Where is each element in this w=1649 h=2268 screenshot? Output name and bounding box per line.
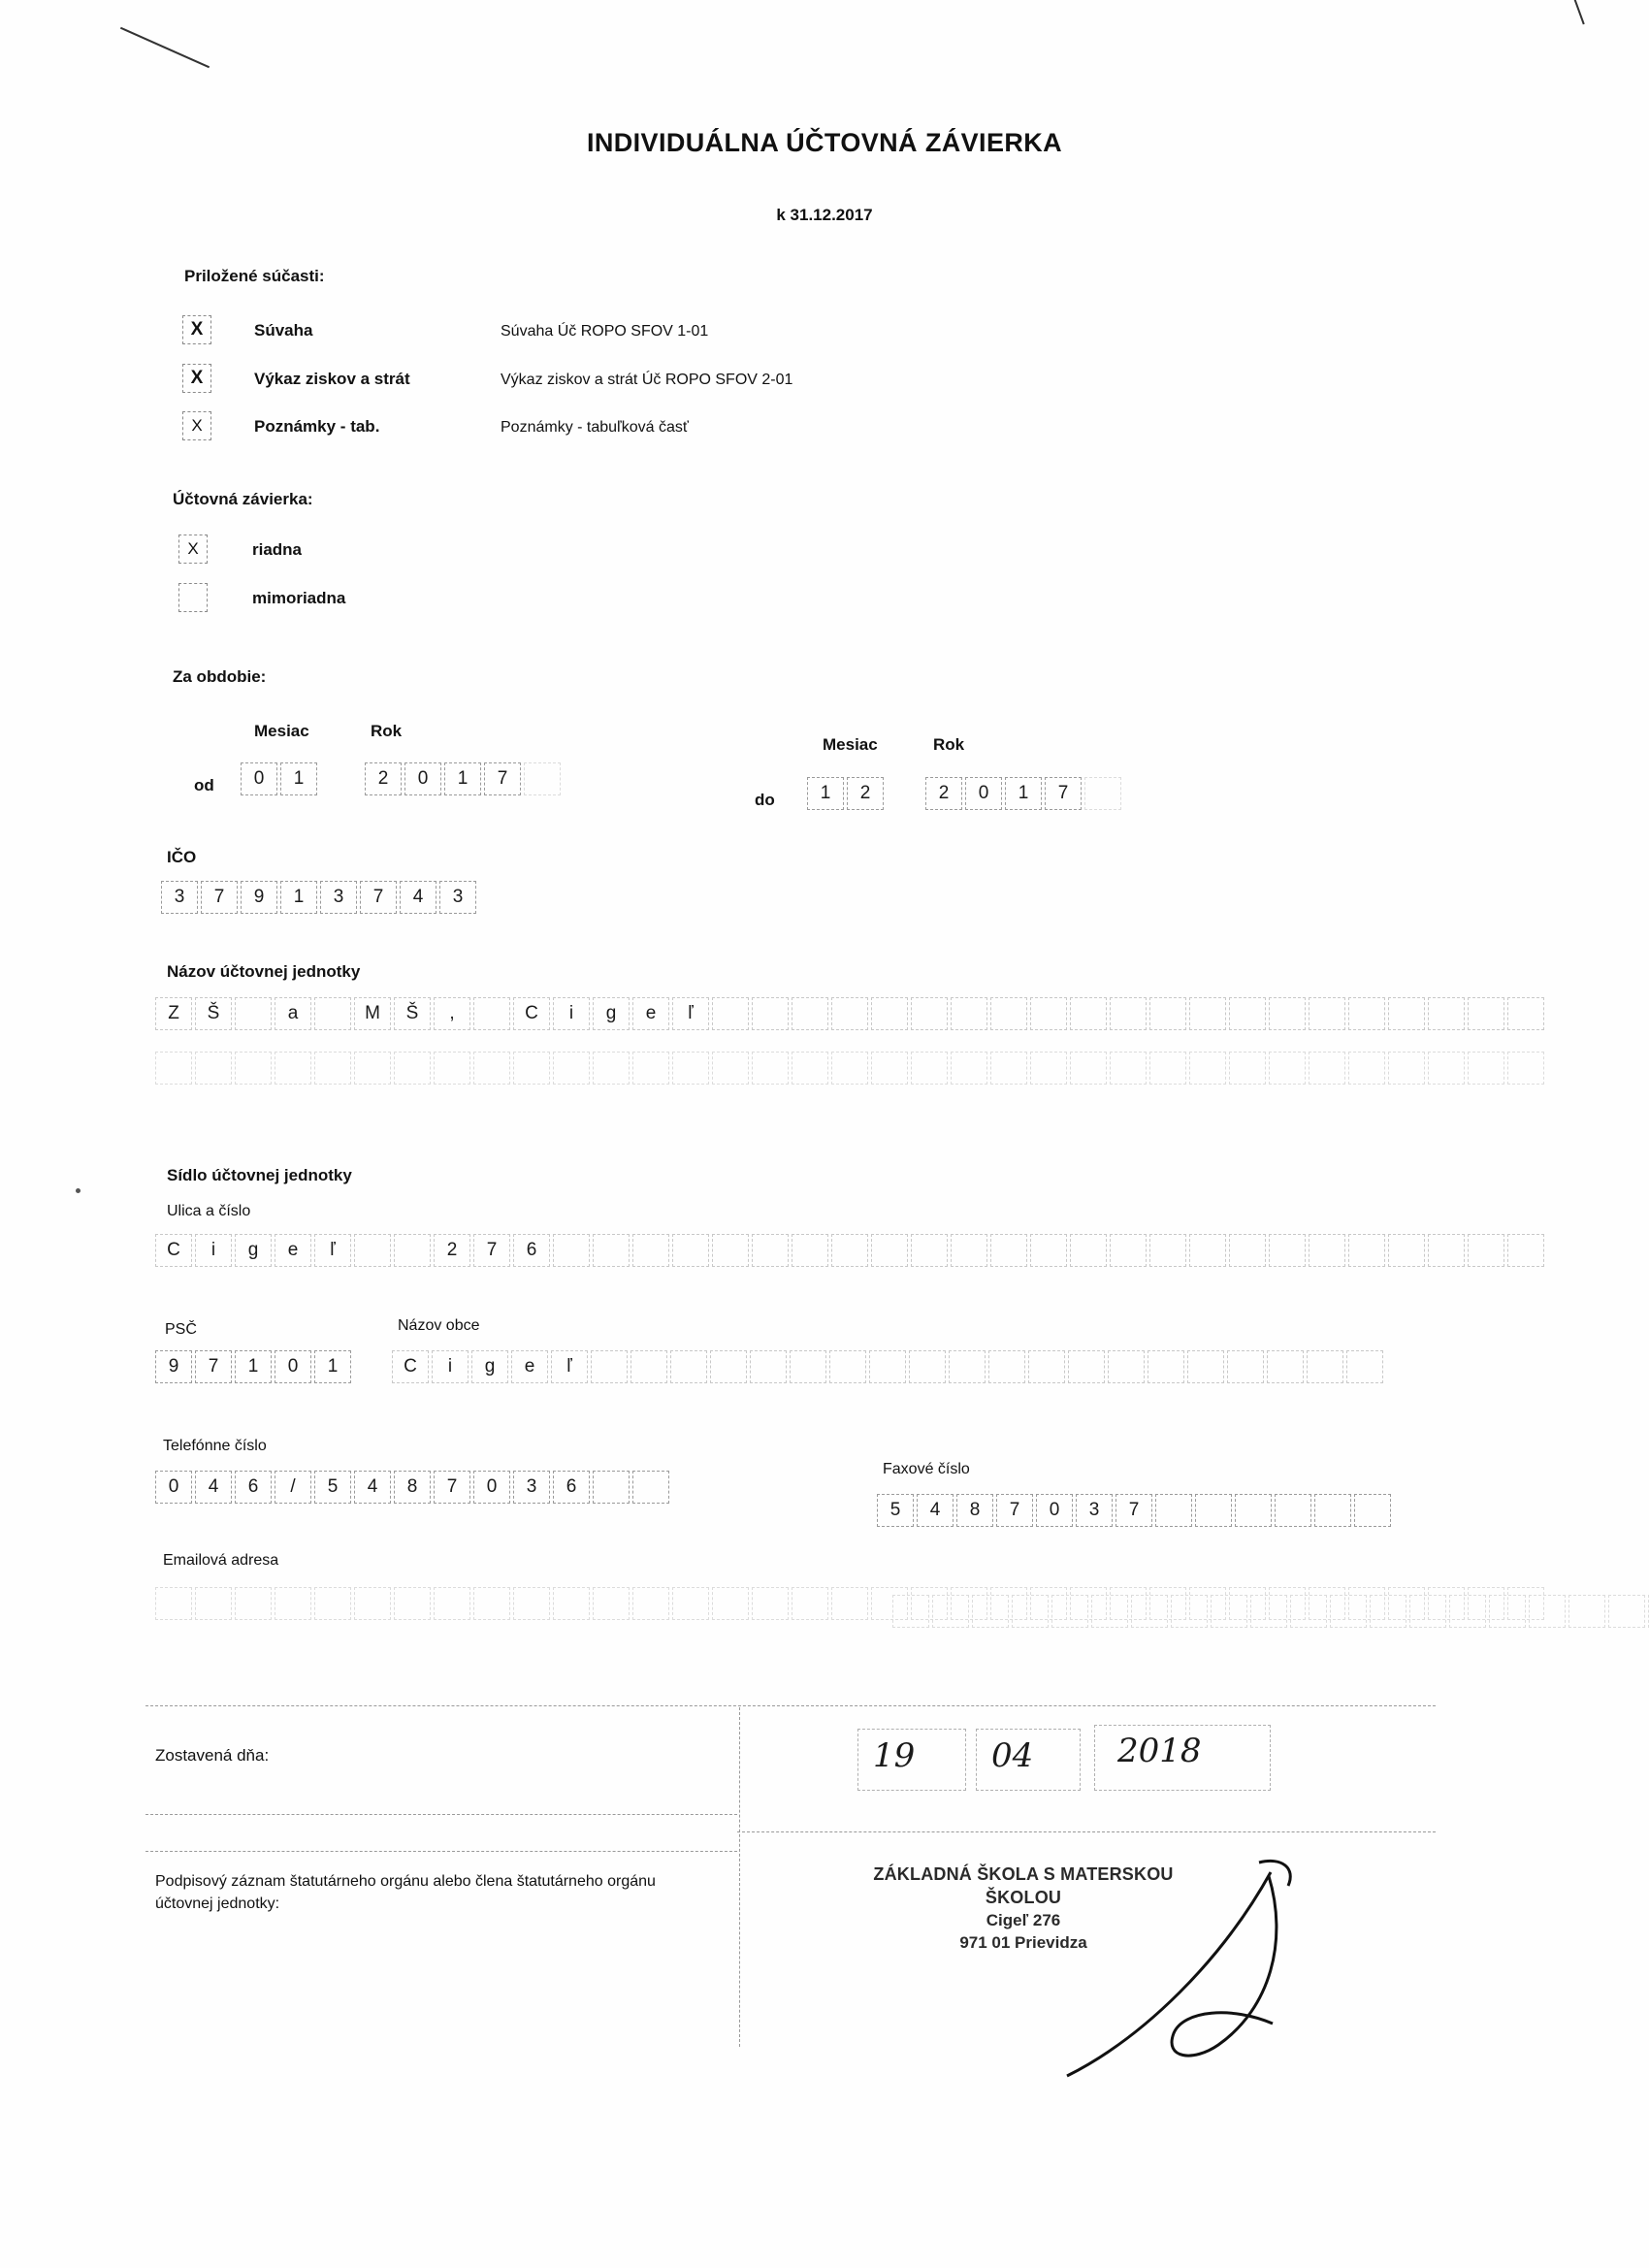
period-to-year-extra bbox=[1084, 777, 1121, 810]
fax-cell[interactable]: 7 bbox=[996, 1494, 1033, 1527]
statement-type-checkbox-mimoriadna[interactable] bbox=[178, 583, 208, 612]
entity-name-r2-cell[interactable] bbox=[752, 1052, 789, 1085]
entity-name-r1-cell[interactable] bbox=[1229, 997, 1266, 1030]
period-from-label: od bbox=[194, 776, 214, 794]
period-from-year-label: Rok bbox=[371, 722, 403, 740]
attachment-desc-vykaz: Výkaz ziskov a strát Úč ROPO SFOV 2-01 bbox=[501, 372, 793, 388]
email-right-cell[interactable] bbox=[1409, 1595, 1446, 1628]
entity-name-r2-cell[interactable] bbox=[275, 1052, 311, 1085]
street-cell[interactable] bbox=[1189, 1234, 1226, 1267]
email-left-cell[interactable] bbox=[354, 1587, 391, 1620]
ico-cell[interactable]: 3 bbox=[320, 881, 357, 914]
entity-name-r1-cell[interactable] bbox=[1110, 997, 1147, 1030]
street-cell[interactable] bbox=[593, 1234, 630, 1267]
city-cell[interactable] bbox=[1187, 1350, 1224, 1383]
street-cell[interactable] bbox=[394, 1234, 431, 1267]
fax-label: Faxové číslo bbox=[883, 1461, 970, 1477]
period-to-month-cell[interactable]: 2 bbox=[847, 777, 884, 810]
ico-cell[interactable]: 4 bbox=[400, 881, 436, 914]
period-from-year-cells[interactable] bbox=[365, 762, 521, 795]
street-cell[interactable] bbox=[792, 1234, 828, 1267]
fax-cell[interactable]: 0 bbox=[1036, 1494, 1073, 1527]
email-left-cell[interactable] bbox=[593, 1587, 630, 1620]
city-cell[interactable]: i bbox=[432, 1350, 469, 1383]
city-cell[interactable] bbox=[1227, 1350, 1264, 1383]
email-right-cell[interactable] bbox=[1250, 1595, 1287, 1628]
entity-name-r1-cell[interactable]: ľ bbox=[672, 997, 709, 1030]
street-cell[interactable]: 7 bbox=[473, 1234, 510, 1267]
street-cell[interactable] bbox=[911, 1234, 948, 1267]
city-cell[interactable]: C bbox=[392, 1350, 429, 1383]
entity-name-r2-cell[interactable] bbox=[1189, 1052, 1226, 1085]
fax-cell[interactable] bbox=[1195, 1494, 1232, 1527]
entity-name-r1-cell[interactable]: C bbox=[513, 997, 550, 1030]
zip-cell[interactable]: 7 bbox=[195, 1350, 232, 1383]
entity-name-r1-cell[interactable] bbox=[1070, 997, 1107, 1030]
city-cell[interactable] bbox=[1068, 1350, 1105, 1383]
period-to-year-cell[interactable]: 2 bbox=[925, 777, 962, 810]
city-cell[interactable]: ľ bbox=[551, 1350, 588, 1383]
period-from-month-label: Mesiac bbox=[254, 722, 309, 740]
email-left-cell[interactable] bbox=[712, 1587, 749, 1620]
entity-name-r2-cell[interactable] bbox=[1468, 1052, 1504, 1085]
entity-name-r1-cell[interactable] bbox=[1149, 997, 1186, 1030]
street-cell[interactable]: 2 bbox=[434, 1234, 470, 1267]
phone-cells[interactable] bbox=[155, 1471, 669, 1504]
ico-cell[interactable]: 1 bbox=[280, 881, 317, 914]
entity-name-r2-cell[interactable] bbox=[871, 1052, 908, 1085]
ico-cell[interactable]: 7 bbox=[201, 881, 238, 914]
email-left-cell[interactable] bbox=[792, 1587, 828, 1620]
email-left-cell[interactable] bbox=[632, 1587, 669, 1620]
phone-cell[interactable]: 3 bbox=[513, 1471, 550, 1504]
zip-cell[interactable]: 9 bbox=[155, 1350, 192, 1383]
compiled-year-box[interactable] bbox=[1094, 1725, 1271, 1791]
entity-name-r2-cell[interactable] bbox=[354, 1052, 391, 1085]
entity-name-r1-cell[interactable]: M bbox=[354, 997, 391, 1030]
period-to-label: do bbox=[755, 791, 775, 809]
period-from-year-cell[interactable]: 1 bbox=[444, 762, 481, 795]
city-cell[interactable] bbox=[1307, 1350, 1343, 1383]
email-left-cell[interactable] bbox=[831, 1587, 868, 1620]
phone-cell[interactable] bbox=[593, 1471, 630, 1504]
street-cell[interactable] bbox=[1030, 1234, 1067, 1267]
entity-name-r2-cell[interactable] bbox=[1309, 1052, 1345, 1085]
entity-name-r1-cell[interactable] bbox=[1468, 997, 1504, 1030]
phone-cell[interactable] bbox=[632, 1471, 669, 1504]
entity-name-r2-cell[interactable] bbox=[1070, 1052, 1107, 1085]
email-cells-right[interactable] bbox=[892, 1595, 1649, 1628]
email-left-cell[interactable] bbox=[553, 1587, 590, 1620]
period-from-year-cell[interactable]: 0 bbox=[404, 762, 441, 795]
email-right-cell[interactable] bbox=[1211, 1595, 1247, 1628]
scan-artifact-top-left bbox=[120, 27, 210, 69]
statement-type-heading: Účtovná závierka: bbox=[173, 490, 313, 508]
street-label: Ulica a číslo bbox=[167, 1203, 251, 1219]
email-right-cell[interactable] bbox=[1330, 1595, 1367, 1628]
email-left-cell[interactable] bbox=[752, 1587, 789, 1620]
city-cell[interactable] bbox=[949, 1350, 986, 1383]
city-cell[interactable] bbox=[869, 1350, 906, 1383]
ico-cell[interactable]: 7 bbox=[360, 881, 397, 914]
city-cell[interactable]: e bbox=[511, 1350, 548, 1383]
entity-name-r2-cell[interactable] bbox=[513, 1052, 550, 1085]
city-cell[interactable] bbox=[829, 1350, 866, 1383]
fax-cell[interactable] bbox=[1155, 1494, 1192, 1527]
phone-label: Telefónne číslo bbox=[163, 1438, 267, 1454]
street-cell[interactable] bbox=[831, 1234, 868, 1267]
period-to-year-cell[interactable]: 7 bbox=[1045, 777, 1082, 810]
street-cell[interactable] bbox=[871, 1234, 908, 1267]
entity-name-r2-cell[interactable] bbox=[195, 1052, 232, 1085]
city-cell[interactable] bbox=[988, 1350, 1025, 1383]
entity-name-r1-cell[interactable] bbox=[1348, 997, 1385, 1030]
scan-artifact-left-dot bbox=[76, 1188, 81, 1193]
entity-name-r1-cell[interactable]: , bbox=[434, 997, 470, 1030]
street-cell[interactable] bbox=[1388, 1234, 1425, 1267]
stamp-line-2: Cigeľ 276 bbox=[986, 1910, 1061, 1929]
fax-cell[interactable] bbox=[1235, 1494, 1272, 1527]
compiled-month-value[interactable]: 04 bbox=[991, 1736, 1034, 1775]
zip-cell[interactable]: 1 bbox=[314, 1350, 351, 1383]
period-to-year-cell[interactable]: 0 bbox=[965, 777, 1002, 810]
fax-cell[interactable]: 5 bbox=[877, 1494, 914, 1527]
footer-top-divider bbox=[146, 1705, 1436, 1706]
entity-name-r2-cell[interactable] bbox=[792, 1052, 828, 1085]
zip-cell[interactable]: 1 bbox=[235, 1350, 272, 1383]
compiled-day-value[interactable]: 19 bbox=[873, 1736, 916, 1775]
phone-cell[interactable]: 5 bbox=[314, 1471, 351, 1504]
fax-cell[interactable] bbox=[1314, 1494, 1351, 1527]
city-cell[interactable] bbox=[591, 1350, 628, 1383]
city-cell[interactable]: g bbox=[471, 1350, 508, 1383]
period-to-month-cell[interactable]: 1 bbox=[807, 777, 844, 810]
scan-artifact-top-right bbox=[1571, 0, 1585, 24]
period-to-year-cells[interactable] bbox=[925, 777, 1082, 810]
fax-cell[interactable]: 3 bbox=[1076, 1494, 1113, 1527]
entity-name-r2-cell[interactable] bbox=[632, 1052, 669, 1085]
entity-name-r2-cell[interactable] bbox=[1269, 1052, 1306, 1085]
street-cell[interactable] bbox=[1309, 1234, 1345, 1267]
email-label: Emailová adresa bbox=[163, 1552, 279, 1569]
street-cell[interactable] bbox=[354, 1234, 391, 1267]
street-cell[interactable]: 6 bbox=[513, 1234, 550, 1267]
ico-cells[interactable] bbox=[161, 881, 476, 914]
period-from-month-cells[interactable] bbox=[241, 762, 317, 795]
street-cell[interactable] bbox=[672, 1234, 709, 1267]
phone-cell[interactable]: 4 bbox=[195, 1471, 232, 1504]
entity-name-r1-cell[interactable] bbox=[1189, 997, 1226, 1030]
fax-cell[interactable]: 4 bbox=[917, 1494, 954, 1527]
street-cell[interactable]: g bbox=[235, 1234, 272, 1267]
entity-name-r1-cell[interactable] bbox=[752, 997, 789, 1030]
email-right-cell[interactable] bbox=[972, 1595, 1009, 1628]
entity-name-r1-cell[interactable] bbox=[871, 997, 908, 1030]
street-cell[interactable]: C bbox=[155, 1234, 192, 1267]
entity-name-r1-cell[interactable] bbox=[235, 997, 272, 1030]
street-cell[interactable] bbox=[752, 1234, 789, 1267]
ico-cell[interactable]: 3 bbox=[161, 881, 198, 914]
email-left-cell[interactable] bbox=[195, 1587, 232, 1620]
entity-name-row-1[interactable] bbox=[155, 997, 1544, 1030]
city-cell[interactable] bbox=[710, 1350, 747, 1383]
entity-name-r2-cell[interactable] bbox=[155, 1052, 192, 1085]
compiled-label: Zostavená dňa: bbox=[155, 1746, 270, 1765]
statement-type-checkbox-riadna[interactable]: X bbox=[178, 535, 208, 564]
city-cell[interactable] bbox=[1267, 1350, 1304, 1383]
statement-type-label-mimoriadna: mimoriadna bbox=[252, 589, 346, 607]
email-left-cell[interactable] bbox=[314, 1587, 351, 1620]
street-cell[interactable] bbox=[1428, 1234, 1465, 1267]
entity-name-r1-cell[interactable] bbox=[1309, 997, 1345, 1030]
email-left-cell[interactable] bbox=[513, 1587, 550, 1620]
city-cell[interactable] bbox=[1108, 1350, 1145, 1383]
period-from-year-extra bbox=[524, 762, 561, 795]
email-right-cell[interactable] bbox=[1131, 1595, 1168, 1628]
email-right-cell[interactable] bbox=[932, 1595, 969, 1628]
city-cell[interactable] bbox=[790, 1350, 826, 1383]
entity-name-r2-cell[interactable] bbox=[1229, 1052, 1266, 1085]
page-subtitle: k 31.12.2017 bbox=[776, 206, 873, 224]
email-right-cell[interactable] bbox=[1370, 1595, 1406, 1628]
entity-name-r1-cell[interactable]: i bbox=[553, 997, 590, 1030]
phone-cell[interactable]: 8 bbox=[394, 1471, 431, 1504]
city-cell[interactable] bbox=[1346, 1350, 1383, 1383]
street-cell[interactable] bbox=[632, 1234, 669, 1267]
phone-cell[interactable]: / bbox=[275, 1471, 311, 1504]
phone-cell[interactable]: 7 bbox=[434, 1471, 470, 1504]
email-right-cell[interactable] bbox=[892, 1595, 929, 1628]
entity-name-r1-cell[interactable] bbox=[1388, 997, 1425, 1030]
email-right-cell[interactable] bbox=[1529, 1595, 1566, 1628]
entity-name-r2-cell[interactable] bbox=[951, 1052, 987, 1085]
phone-cell[interactable]: 4 bbox=[354, 1471, 391, 1504]
entity-name-r2-cell[interactable] bbox=[1388, 1052, 1425, 1085]
email-left-cell[interactable] bbox=[235, 1587, 272, 1620]
entity-name-r2-cell[interactable] bbox=[553, 1052, 590, 1085]
period-to-year-cell[interactable]: 1 bbox=[1005, 777, 1042, 810]
entity-name-r2-cell[interactable] bbox=[1110, 1052, 1147, 1085]
email-right-cell[interactable] bbox=[1489, 1595, 1526, 1628]
fax-cell[interactable]: 7 bbox=[1116, 1494, 1152, 1527]
entity-name-r1-cell[interactable] bbox=[990, 997, 1027, 1030]
city-cell[interactable] bbox=[1028, 1350, 1065, 1383]
entity-name-r2-cell[interactable] bbox=[712, 1052, 749, 1085]
entity-name-r1-cell[interactable] bbox=[1269, 997, 1306, 1030]
street-cell[interactable] bbox=[712, 1234, 749, 1267]
entity-name-r2-cell[interactable] bbox=[1507, 1052, 1544, 1085]
footer-middle-divider-right bbox=[737, 1831, 1436, 1832]
entity-name-r2-cell[interactable] bbox=[235, 1052, 272, 1085]
entity-name-r1-cell[interactable] bbox=[473, 997, 510, 1030]
street-cell[interactable] bbox=[1468, 1234, 1504, 1267]
signature-label: Podpisový záznam štatutárneho orgánu alebo člena štatutárneho orgánu účtovnej jednotky: bbox=[155, 1873, 656, 1913]
attachment-desc-suvaha: Súvaha Úč ROPO SFOV 1-01 bbox=[501, 323, 709, 340]
fax-cells[interactable] bbox=[877, 1494, 1391, 1527]
ico-cell[interactable]: 3 bbox=[439, 881, 476, 914]
email-left-cell[interactable] bbox=[394, 1587, 431, 1620]
period-from-month-cell[interactable]: 1 bbox=[280, 762, 317, 795]
attachment-checkbox-vykaz[interactable]: X bbox=[182, 364, 211, 393]
fax-cell[interactable] bbox=[1354, 1494, 1391, 1527]
attachments-heading: Priložené súčasti: bbox=[184, 267, 325, 285]
city-cell[interactable] bbox=[750, 1350, 787, 1383]
footer-vertical-divider bbox=[739, 1707, 740, 2047]
compiled-year-value[interactable]: 2018 bbox=[1117, 1732, 1202, 1770]
entity-name-r2-cell[interactable] bbox=[1030, 1052, 1067, 1085]
street-cell[interactable] bbox=[951, 1234, 987, 1267]
entity-name-r1-cell[interactable]: a bbox=[275, 997, 311, 1030]
entity-name-r1-cell[interactable] bbox=[1030, 997, 1067, 1030]
entity-name-r2-cell[interactable] bbox=[911, 1052, 948, 1085]
entity-name-r1-cell[interactable] bbox=[712, 997, 749, 1030]
compiled-month-box[interactable] bbox=[976, 1729, 1081, 1791]
period-from-year-cell[interactable]: 7 bbox=[484, 762, 521, 795]
stamp-line-3: 971 01 Prievidza bbox=[959, 1932, 1087, 1952]
email-right-cell[interactable] bbox=[1290, 1595, 1327, 1628]
entity-name-r1-cell[interactable] bbox=[1428, 997, 1465, 1030]
attachment-label-suvaha: Súvaha bbox=[254, 321, 313, 340]
street-cell[interactable] bbox=[990, 1234, 1027, 1267]
attachment-checkbox-suvaha[interactable]: X bbox=[182, 315, 211, 344]
attachment-checkbox-poznamky[interactable]: X bbox=[182, 411, 211, 440]
street-cell[interactable]: i bbox=[195, 1234, 232, 1267]
entity-name-r1-cell[interactable]: Z bbox=[155, 997, 192, 1030]
entity-name-r1-cell[interactable] bbox=[1507, 997, 1544, 1030]
entity-name-r2-cell[interactable] bbox=[314, 1052, 351, 1085]
entity-name-r2-cell[interactable] bbox=[394, 1052, 431, 1085]
street-cell[interactable] bbox=[1070, 1234, 1107, 1267]
ico-label: IČO bbox=[167, 848, 197, 866]
entity-name-r2-cell[interactable] bbox=[1428, 1052, 1465, 1085]
street-cell[interactable] bbox=[1110, 1234, 1147, 1267]
street-cell[interactable]: ľ bbox=[314, 1234, 351, 1267]
address-heading: Sídlo účtovnej jednotky bbox=[167, 1166, 352, 1184]
compiled-day-box[interactable] bbox=[857, 1729, 966, 1791]
entity-name-r2-cell[interactable] bbox=[1149, 1052, 1186, 1085]
page-title: INDIVIDUÁLNA ÚČTOVNÁ ZÁVIERKA bbox=[586, 128, 1063, 157]
stamp-line-1: ZÁKLADNÁ ŠKOLA S MATERSKOU ŠKOLOU bbox=[873, 1864, 1174, 1908]
email-right-cell[interactable] bbox=[1608, 1595, 1645, 1628]
entity-name-r2-cell[interactable] bbox=[831, 1052, 868, 1085]
street-cell[interactable] bbox=[1507, 1234, 1544, 1267]
email-right-cell[interactable] bbox=[1568, 1595, 1605, 1628]
street-cell[interactable] bbox=[1348, 1234, 1385, 1267]
entity-name-r1-cell[interactable]: e bbox=[632, 997, 669, 1030]
signature-mark bbox=[1028, 1843, 1436, 2095]
attachment-desc-poznamky: Poznámky - tabuľková časť bbox=[501, 419, 689, 436]
attachment-label-vykaz: Výkaz ziskov a strát bbox=[254, 370, 410, 388]
email-right-cell[interactable] bbox=[1091, 1595, 1128, 1628]
entity-name-r1-cell[interactable]: Š bbox=[195, 997, 232, 1030]
city-cell[interactable] bbox=[1148, 1350, 1184, 1383]
entity-name-r2-cell[interactable] bbox=[434, 1052, 470, 1085]
period-to-year-label: Rok bbox=[933, 735, 965, 754]
entity-name-r2-cell[interactable] bbox=[1348, 1052, 1385, 1085]
email-right-cell[interactable] bbox=[1449, 1595, 1486, 1628]
entity-name-r1-cell[interactable] bbox=[314, 997, 351, 1030]
phone-cell[interactable]: 0 bbox=[155, 1471, 192, 1504]
entity-name-r1-cell[interactable] bbox=[951, 997, 987, 1030]
city-cells[interactable] bbox=[392, 1350, 1383, 1383]
email-right-cell[interactable] bbox=[1012, 1595, 1049, 1628]
zip-label: PSČ bbox=[165, 1321, 197, 1338]
entity-name-r2-cell[interactable] bbox=[672, 1052, 709, 1085]
phone-cell[interactable]: 0 bbox=[473, 1471, 510, 1504]
city-cell[interactable] bbox=[630, 1350, 667, 1383]
footer-middle-divider-2 bbox=[146, 1851, 737, 1852]
zip-cells[interactable] bbox=[155, 1350, 351, 1383]
street-cell[interactable] bbox=[553, 1234, 590, 1267]
entity-name-row-2[interactable] bbox=[155, 1052, 1544, 1085]
street-cell[interactable] bbox=[1269, 1234, 1306, 1267]
entity-name-r1-cell[interactable] bbox=[911, 997, 948, 1030]
period-from-year-cell[interactable]: 2 bbox=[365, 762, 402, 795]
footer-middle-divider bbox=[146, 1814, 737, 1815]
street-cell[interactable] bbox=[1229, 1234, 1266, 1267]
entity-name-r1-cell[interactable]: Š bbox=[394, 997, 431, 1030]
entity-name-r1-cell[interactable]: g bbox=[593, 997, 630, 1030]
entity-name-r1-cell[interactable] bbox=[792, 997, 828, 1030]
street-cell[interactable]: e bbox=[275, 1234, 311, 1267]
ico-cell[interactable]: 9 bbox=[241, 881, 277, 914]
email-left-cell[interactable] bbox=[155, 1587, 192, 1620]
entity-name-r2-cell[interactable] bbox=[990, 1052, 1027, 1085]
email-left-cell[interactable] bbox=[434, 1587, 470, 1620]
email-left-cell[interactable] bbox=[672, 1587, 709, 1620]
phone-cell[interactable]: 6 bbox=[235, 1471, 272, 1504]
period-to-month-cells[interactable] bbox=[807, 777, 884, 810]
street-cell[interactable] bbox=[1149, 1234, 1186, 1267]
fax-cell[interactable] bbox=[1275, 1494, 1311, 1527]
fax-cell[interactable]: 8 bbox=[956, 1494, 993, 1527]
period-to-month-label: Mesiac bbox=[823, 735, 878, 754]
street-cells[interactable] bbox=[155, 1234, 1544, 1267]
statement-type-label-riadna: riadna bbox=[252, 540, 303, 559]
email-right-cell[interactable] bbox=[1171, 1595, 1208, 1628]
city-cell[interactable] bbox=[909, 1350, 946, 1383]
entity-name-r2-cell[interactable] bbox=[473, 1052, 510, 1085]
entity-name-r2-cell[interactable] bbox=[593, 1052, 630, 1085]
email-left-cell[interactable] bbox=[473, 1587, 510, 1620]
entity-name-r1-cell[interactable] bbox=[831, 997, 868, 1030]
entity-name-label: Názov účtovnej jednotky bbox=[167, 962, 361, 981]
period-from-month-cell[interactable]: 0 bbox=[241, 762, 277, 795]
zip-cell[interactable]: 0 bbox=[275, 1350, 311, 1383]
city-label: Názov obce bbox=[398, 1317, 480, 1334]
attachment-label-poznamky: Poznámky - tab. bbox=[254, 417, 380, 436]
city-cell[interactable] bbox=[670, 1350, 707, 1383]
email-left-cell[interactable] bbox=[275, 1587, 311, 1620]
email-right-cell[interactable] bbox=[1051, 1595, 1088, 1628]
period-heading: Za obdobie: bbox=[173, 667, 267, 686]
phone-cell[interactable]: 6 bbox=[553, 1471, 590, 1504]
